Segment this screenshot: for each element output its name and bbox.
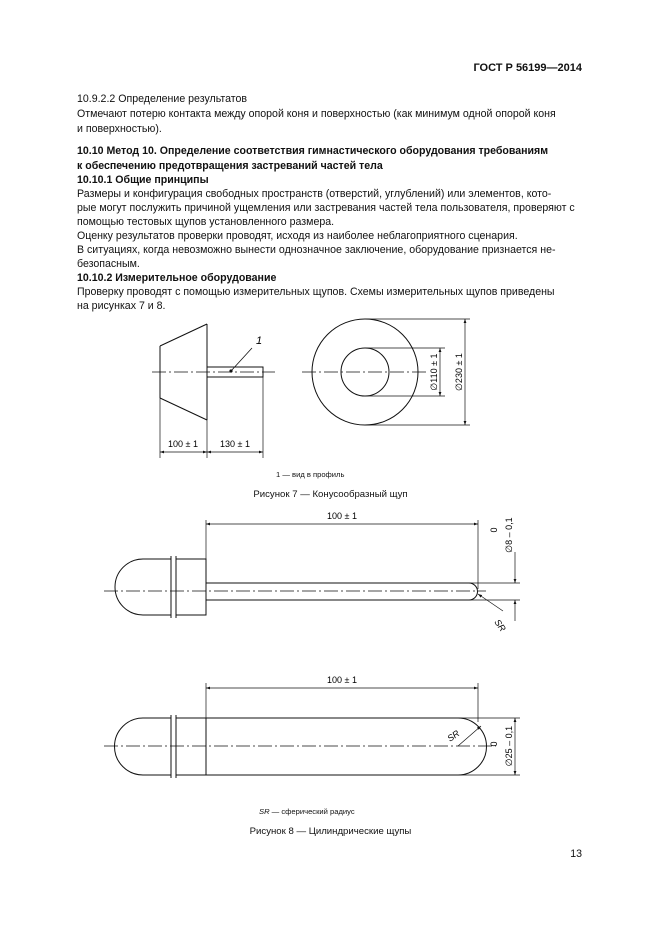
section-10-10-1-title: 10.10.1 Общие принципы — [77, 174, 209, 186]
dim-outer-diameter-label: ∅230 ± 1 — [454, 353, 464, 391]
section-10-10-title-line2: к обеспечению предотвращения застреваний частей тела — [77, 160, 383, 172]
probe-25mm-drawing — [104, 683, 520, 778]
probe2-diameter-label: ∅25 – 0,1 — [504, 725, 514, 767]
callout-leader — [231, 348, 252, 371]
probe2-radius-label: SR — [445, 728, 462, 744]
figure-8-caption: Рисунок 8 — Цилиндрические щупы — [249, 826, 412, 837]
probe2-tol-upper: 0 — [489, 741, 499, 747]
dim-inner-diameter-label: ∅110 ± 1 — [429, 353, 439, 391]
section-10-10-1-p3-line2: безопасным. — [77, 258, 140, 270]
section-10-10-1-p3-line1: В ситуациях, когда невозможно вынести однозначное заключение, оборудование признается не- — [77, 244, 556, 256]
probe1-diameter-label: ∅8 – 0,1 — [504, 517, 514, 553]
figure-8-legend-symbol: SR — [259, 807, 270, 816]
section-10-10-1-p1-line3: помощью тестовых щупов установленного размера. — [77, 216, 335, 228]
figure-8-legend-text: — сферический радиус — [269, 807, 355, 816]
section-10-9-2-2-title: 10.9.2.2 Определение результатов — [77, 93, 248, 105]
section-10-9-2-2-body-line2: и поверхностью). — [77, 123, 162, 135]
probe-8mm-drawing — [104, 520, 520, 621]
section-10-10-1-p1-line1: Размеры и конфигурация свободных пространств (отверстий, углублений) или элементов, кото- — [77, 188, 552, 200]
probe1-radius-label: SR — [492, 617, 508, 634]
probe1-length-label: 100 ± 1 — [327, 511, 357, 521]
section-10-10-title-line1: 10.10 Метод 10. Определение соответствия гимнастического оборудования требованиям — [77, 145, 549, 157]
section-10-10-1-p2: Оценку результатов проверки проводят, исходя из наиболее неблагоприятного сценария. — [77, 230, 518, 242]
dim-cone-label: 100 ± 1 — [168, 439, 198, 449]
page-number: 13 — [570, 848, 582, 860]
standard-header: ГОСТ Р 56199—2014 — [473, 62, 582, 74]
probe1-tol-upper: 0 — [489, 527, 499, 533]
figure-7-caption: Рисунок 7 — Конусообразный щуп — [253, 489, 408, 500]
callout-number: 1 — [256, 335, 263, 347]
section-10-10-2-title: 10.10.2 Измерительное оборудование — [77, 272, 277, 284]
figure-7-legend: 1 — вид в профиль — [276, 470, 345, 479]
section-10-10-2-p1-line1: Проверку проводят с помощью измерительных щупов. Схемы измерительных щупов приведены — [77, 286, 555, 298]
section-10-10-2-p1-line2: на рисунках 7 и 8. — [77, 300, 166, 312]
section-10-10-1-p1-line2: рые могут послужить причиной ущемления или застревания частей тела пользователя, проверяют с — [77, 202, 575, 214]
probe2-length-label: 100 ± 1 — [327, 675, 357, 685]
section-10-9-2-2-body-line1: Отмечают потерю контакта между опорой коня и поверхностью (как минимум одной опорой коня — [77, 108, 556, 120]
dim-shaft-label: 130 ± 1 — [220, 439, 250, 449]
